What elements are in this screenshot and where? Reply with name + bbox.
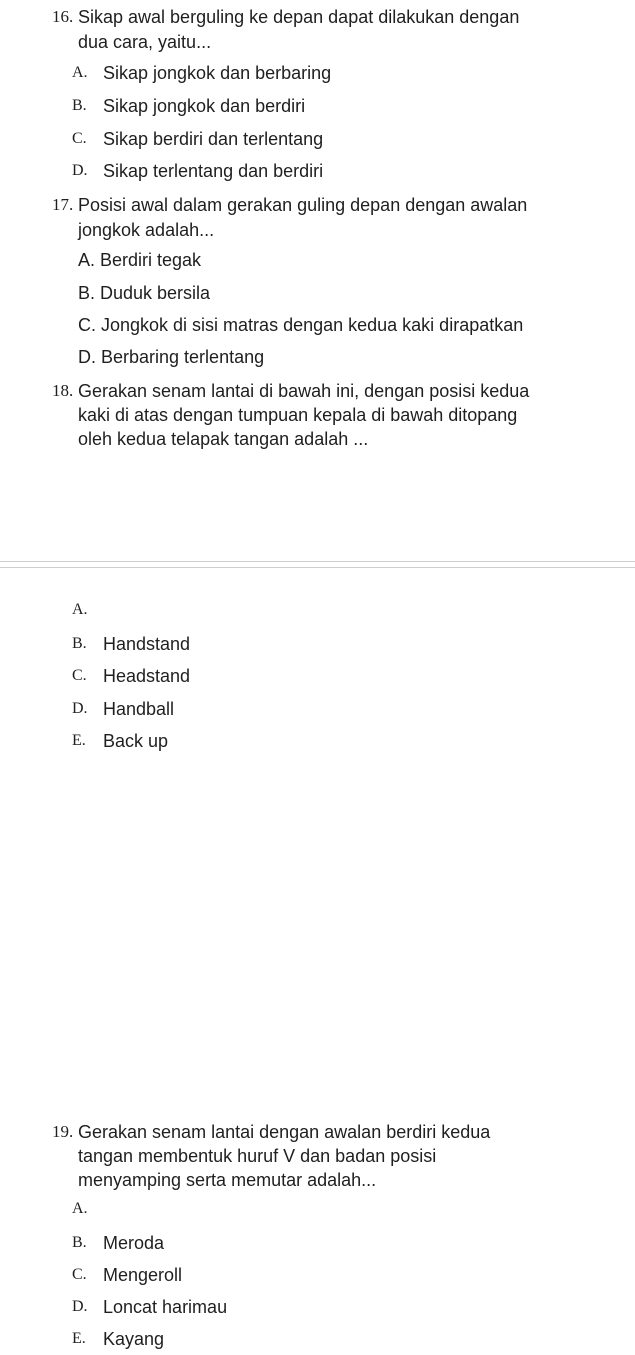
option-text[interactable]: Mengeroll [103,1265,183,1285]
option-text[interactable]: D. Berbaring terlentang [78,347,265,367]
question-text-line: oleh kedua telapak tangan adalah ... [78,429,369,449]
question-number: 17. [52,195,74,214]
option-text[interactable]: Headstand [103,666,191,686]
option-text[interactable]: Sikap berdiri dan terlentang [103,129,324,149]
option-letter: D. [72,162,88,179]
question-text-line: tangan membentuk huruf V dan badan posisi [78,1146,437,1166]
option-letter: B. [72,97,87,114]
option-text[interactable]: Sikap terlentang dan berdiri [103,161,324,181]
option-text[interactable]: B. Duduk bersila [78,283,211,303]
option-text[interactable]: C. Jongkok di sisi matras dengan kedua kaki dirapatkan [78,315,524,335]
question-text-line: Posisi awal dalam gerakan guling depan dengan awalan [78,195,528,215]
question-text-line: Sikap awal berguling ke depan dapat dilakukan dengan [78,7,520,27]
option-letter: E. [72,732,86,749]
option-letter: C. [72,667,87,684]
question-number: 16. [52,7,74,26]
option-text[interactable]: Meroda [103,1233,165,1253]
divider [0,567,635,568]
option-text[interactable]: Loncat harimau [103,1297,228,1317]
option-letter: A. [72,64,88,81]
option-letter: A. [72,601,88,618]
question-text-line: Gerakan senam lantai di bawah ini, dengan posisi kedua [78,381,530,401]
question-text-line: jongkok adalah... [78,220,215,240]
option-letter: C. [72,1266,87,1283]
option-text[interactable]: Back up [103,731,169,751]
divider [0,561,635,562]
question-text-line: Gerakan senam lantai dengan awalan berdiri kedua [78,1122,491,1142]
option-letter: C. [72,130,87,147]
question-text-line: dua cara, yaitu... [78,32,212,52]
option-text[interactable]: Handball [103,699,175,719]
option-text[interactable]: Kayang [103,1329,165,1349]
question-number: 19. [52,1122,74,1141]
question-text-line: kaki di atas dengan tumpuan kepala di bawah ditopang [78,405,518,425]
option-text[interactable]: A. Berdiri tegak [78,250,202,270]
option-letter: E. [72,1330,86,1347]
option-letter: A. [72,1200,88,1217]
option-letter: D. [72,1298,88,1315]
question-number: 18. [52,381,74,400]
question-text-line: menyamping serta memutar adalah... [78,1170,377,1190]
option-letter: B. [72,1234,87,1251]
option-text[interactable]: Sikap jongkok dan berdiri [103,96,306,116]
option-letter: B. [72,635,87,652]
option-letter: D. [72,700,88,717]
option-text[interactable]: Sikap jongkok dan berbaring [103,63,332,83]
option-text[interactable]: Handstand [103,634,191,654]
